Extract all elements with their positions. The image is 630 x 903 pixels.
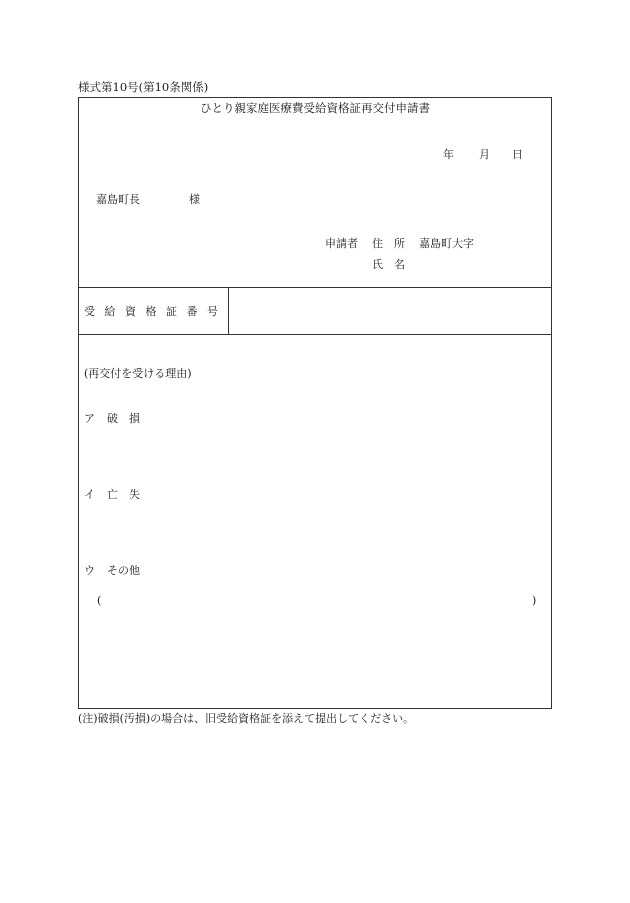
applicant-address-label: 住 所 bbox=[372, 237, 405, 250]
applicant-label: 申請者 bbox=[325, 237, 358, 250]
addressee-honorific: 様 bbox=[189, 193, 200, 206]
applicant-address-value: 嘉島町大字 bbox=[419, 237, 474, 250]
footnote: (注)破損(汚損)の場合は、旧受給資格証を添えて提出してください。 bbox=[78, 712, 415, 725]
reason-option-other-label: その他 bbox=[107, 564, 140, 577]
form-title: ひとり親家庭医療費受給資格証再交付申請書 bbox=[200, 101, 430, 115]
addressee-name: 嘉島町長 bbox=[96, 193, 140, 206]
certificate-number-field[interactable] bbox=[232, 290, 548, 330]
form-frame bbox=[78, 97, 552, 709]
divider-top bbox=[78, 287, 552, 288]
reason-option-damage-label: 破 損 bbox=[107, 412, 140, 425]
reason-option-other-mark: ウ bbox=[84, 564, 95, 577]
date-year-label: 年 bbox=[443, 148, 454, 161]
divider-vertical bbox=[228, 287, 229, 334]
form-number: 様式第10号(第10条関係) bbox=[78, 80, 209, 94]
date-day-label: 日 bbox=[512, 148, 523, 161]
reason-option-loss-mark: イ bbox=[84, 488, 95, 501]
applicant-name-label: 氏 名 bbox=[372, 258, 405, 271]
reason-other-close-paren: ) bbox=[532, 594, 537, 607]
divider-bottom bbox=[78, 334, 552, 335]
certificate-number-label: 受 給 資 格 証 番 号 bbox=[84, 305, 218, 318]
reason-other-open-paren: ( bbox=[97, 594, 102, 607]
reason-option-damage-mark: ア bbox=[84, 412, 95, 425]
date-month-label: 月 bbox=[479, 148, 490, 161]
reason-option-loss-label: 亡 失 bbox=[107, 488, 140, 501]
reason-heading: (再交付を受ける理由) bbox=[84, 367, 192, 380]
